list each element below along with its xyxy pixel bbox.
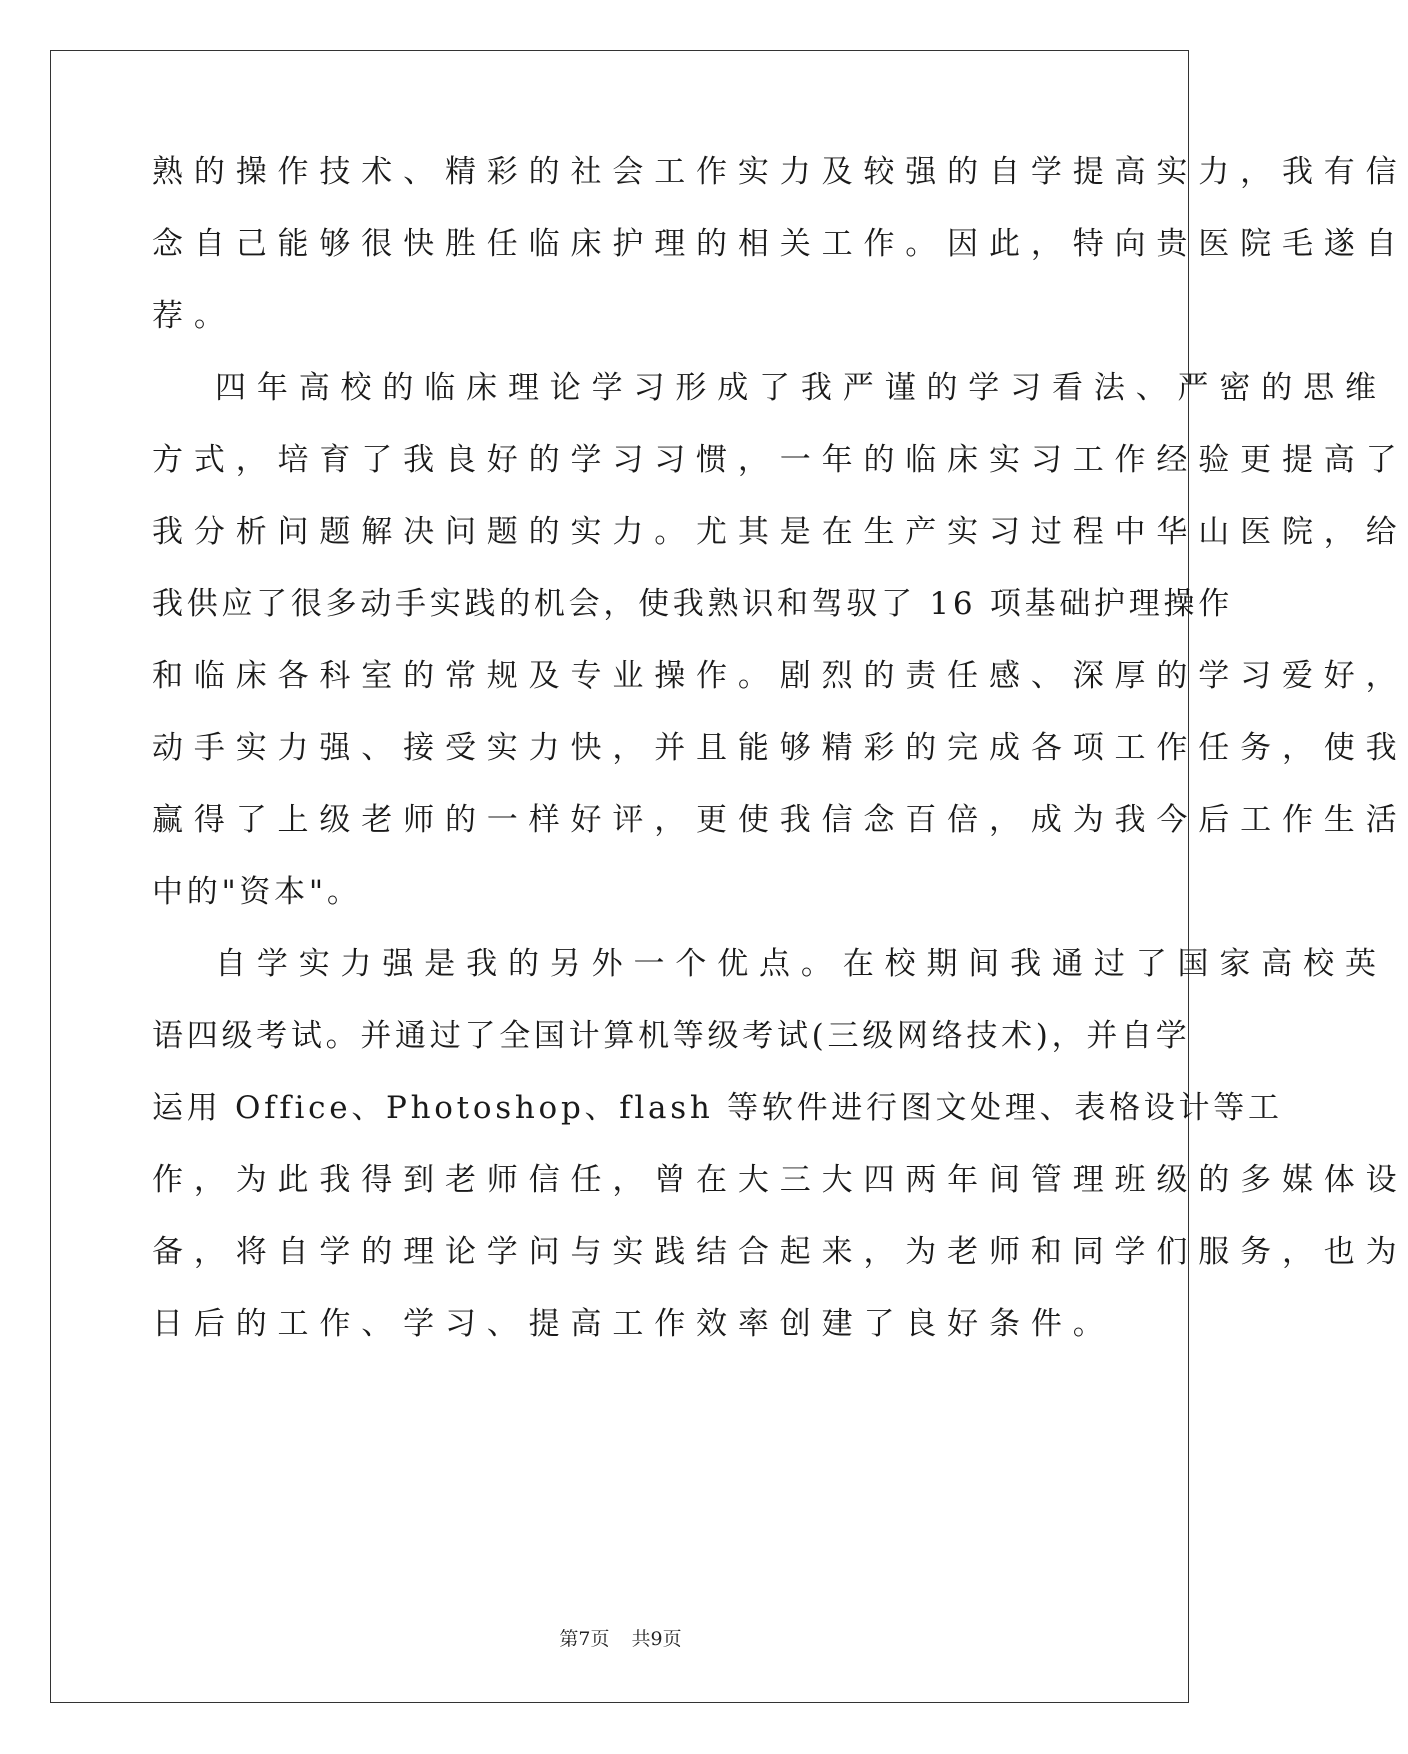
paragraph-2-line-7: 赢得了上级老师的一样好评，更使我信念百倍，成为我今后工作生活 <box>152 802 1408 838</box>
current-page-label: 第7页 <box>559 1628 610 1650</box>
paragraph-2-line-8: 中的"资本"。 <box>152 874 362 910</box>
paragraph-2-line-4: 我供应了很多动手实践的机会，使我熟识和驾驭了 16 项基础护理操作 <box>152 586 1233 622</box>
paragraph-3-line-1: 自学实力强是我的另外一个优点。在校期间我通过了国家高校英 <box>215 946 1387 982</box>
total-pages-label: 共9页 <box>631 1628 682 1650</box>
paragraph-2-line-5: 和临床各科室的常规及专业操作。剧烈的责任感、深厚的学习爱好， <box>152 658 1408 694</box>
paragraph-1-line-1: 熟的操作技术、精彩的社会工作实力及较强的自学提高实力，我有信 <box>152 154 1408 190</box>
paragraph-3-line-3: 运用 Office、Photoshop、flash 等软件进行图文处理、表格设计等工 <box>152 1090 1283 1126</box>
page-footer <box>0 1627 1241 1651</box>
paragraph-2-line-6: 动手实力强、接受实力快，并且能够精彩的完成各项工作任务，使我 <box>152 730 1408 766</box>
paragraph-2-line-1: 四年高校的临床理论学习形成了我严谨的学习看法、严密的思维 <box>215 370 1387 406</box>
paragraph-1-line-2: 念自己能够很快胜任临床护理的相关工作。因此，特向贵医院毛遂自 <box>152 226 1408 262</box>
paragraph-2-line-2: 方式，培育了我良好的学习习惯，一年的临床实习工作经验更提高了 <box>152 442 1408 478</box>
paragraph-3-line-5: 备，将自学的理论学问与实践结合起来，为老师和同学们服务，也为 <box>152 1234 1408 1270</box>
paragraph-3-line-2: 语四级考试。并通过了全国计算机等级考试(三级网络技术)，并自学 <box>152 1018 1191 1054</box>
paragraph-3-line-4: 作，为此我得到老师信任，曾在大三大四两年间管理班级的多媒体设 <box>152 1162 1408 1198</box>
paragraph-1-line-3: 荐。 <box>152 298 236 334</box>
paragraph-2-line-3: 我分析问题解决问题的实力。尤其是在生产实习过程中华山医院，给 <box>152 514 1408 550</box>
paragraph-3-line-6: 日后的工作、学习、提高工作效率创建了良好条件。 <box>152 1306 1115 1342</box>
